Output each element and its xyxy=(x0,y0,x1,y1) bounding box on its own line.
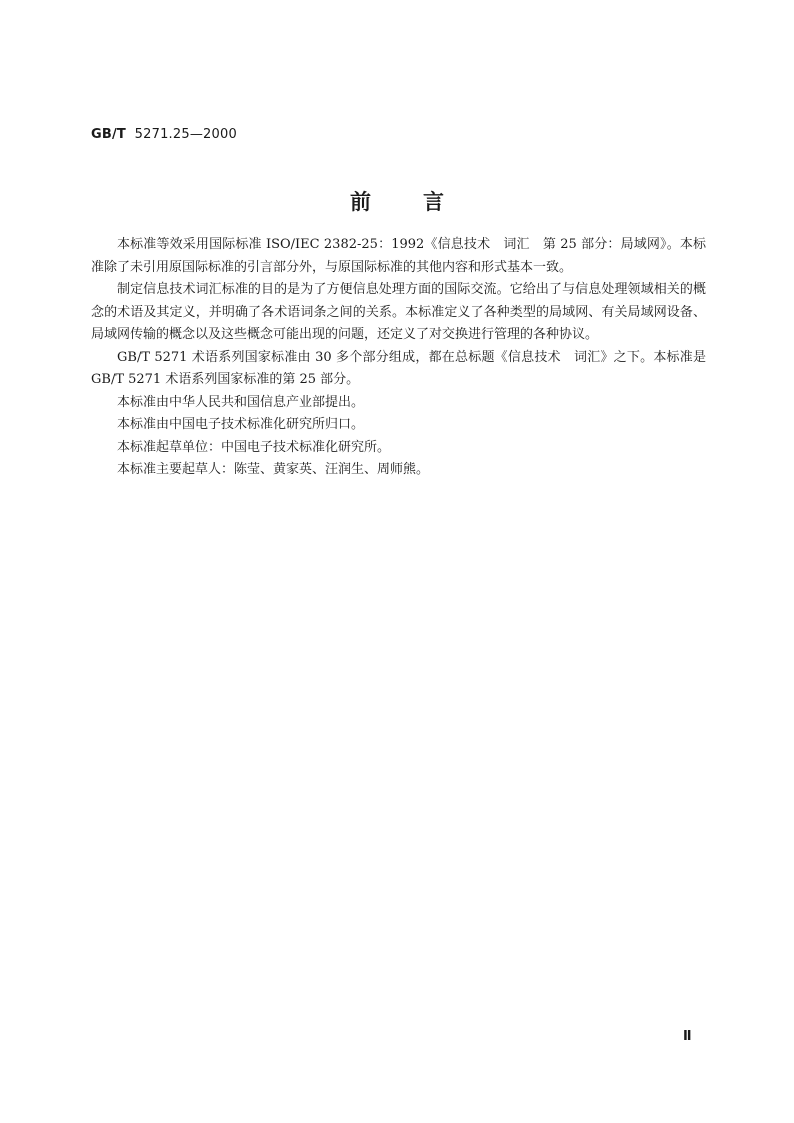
paragraph-purpose: 制定信息技术词汇标准的目的是为了方便信息处理方面的国际交流。它给出了与信息处理领域相关的概念的术语及其定义，并明确了各术语词条之间的关系。本标准定义了各种类型的局域网、有关局域网设备、局域网传输的概念以及这些概念可能出现的问题，还定义了对交换进行管理的各种协议。 xyxy=(91,282,706,342)
paragraph-proposer: 本标准由中华人民共和国信息产业部提出。 xyxy=(117,394,365,410)
paragraph-drafters: 本标准主要起草人：陈莹、黄家英、汪润生、周师熊。 xyxy=(117,462,430,477)
standard-number: 5271.25—2000 xyxy=(134,127,237,142)
page-number: Ⅱ xyxy=(683,1029,692,1044)
foreword-body xyxy=(91,234,706,482)
standard-code xyxy=(91,127,237,142)
page-title: 前言 xyxy=(350,190,496,214)
paragraph-drafting-unit: 本标准起草单位：中国电子技术标准化研究所。 xyxy=(117,439,391,455)
standard-prefix: GB/T xyxy=(91,127,126,142)
paragraph-series: GB/T 5271 术语系列国家标准由 30 多个部分组成，都在总标题《信息技术 词汇》之下。本标准是 GB/T 5271 术语系列国家标准的第 25 部分。 xyxy=(91,349,706,387)
paragraph-adoption: 本标准等效采用国际标准 ISO/IEC 2382-25：1992《信息技术 词汇 第 25 部分：局域网》。本标准除了未引用原国际标准的引言部分外，与原国际标准的其他内容和形式基本一致。 xyxy=(91,237,706,275)
paragraph-custodian: 本标准由中国电子技术标准化研究所归口。 xyxy=(117,417,365,432)
